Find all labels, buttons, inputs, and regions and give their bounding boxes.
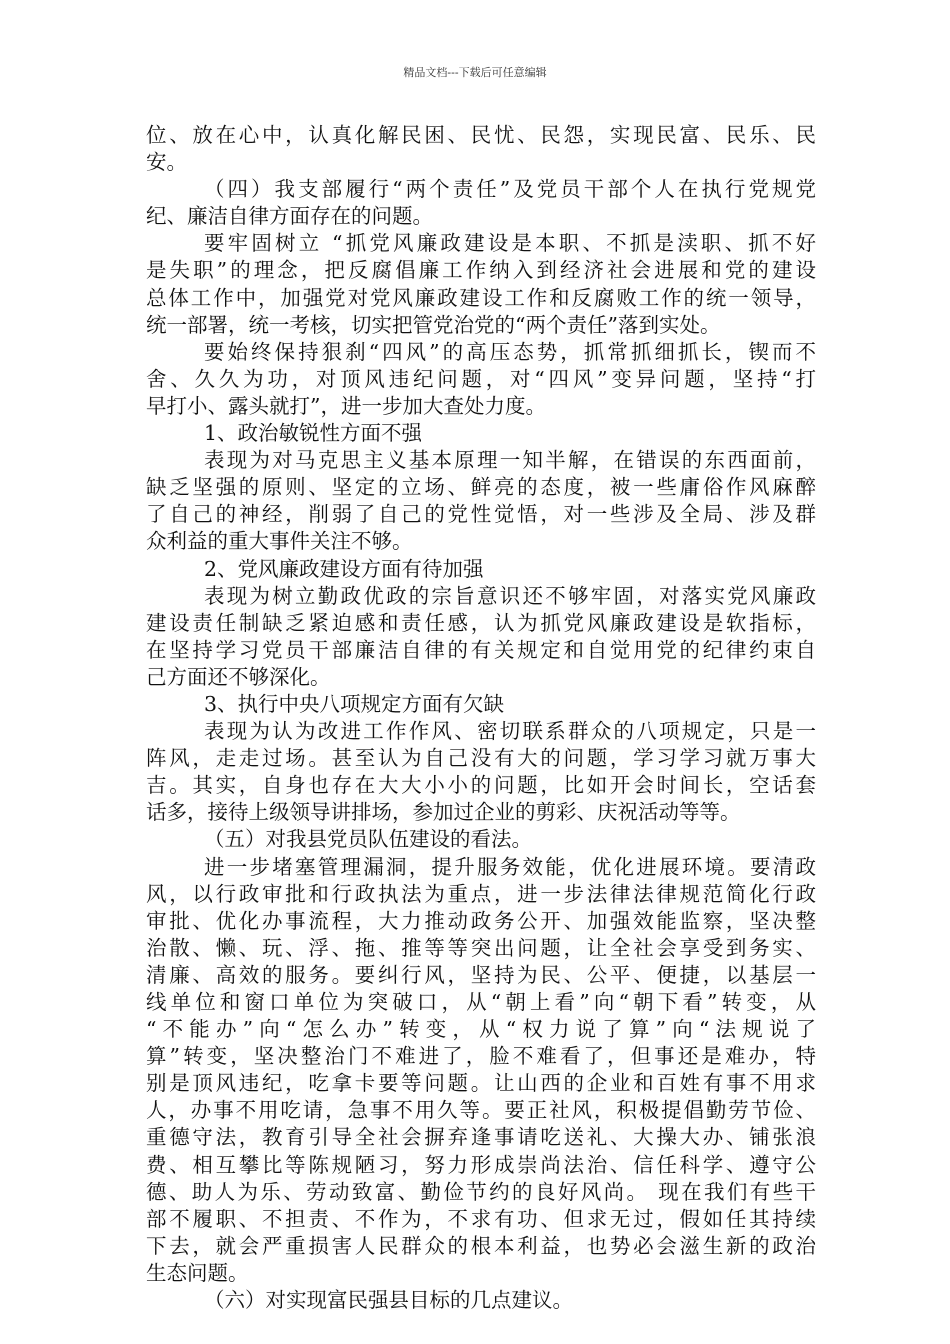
text-line: 表现为对马克思主义基本原理一知半解，在错误的东西面前，: [204, 448, 816, 473]
text-line: 建设责任制缺乏紧迫感和责任感，认为抓党风廉政建设是软指标，: [146, 610, 816, 635]
document-body: [146, 122, 816, 1314]
text-line: 缺乏坚强的原则、坚定的立场、鲜亮的态度，被一些庸俗作风麻醉: [146, 475, 816, 500]
text-line: 治散、懒、玩、浮、拖、推等等突出问题，让全社会享受到务实、: [146, 935, 816, 960]
text-line: 2、党风廉政建设方面有待加强: [204, 556, 484, 581]
text-line: 己方面还不够深化。: [146, 664, 331, 689]
text-line: 吉。其实，自身也存在大大小小的问题，比如开会时间长，空话套: [146, 773, 816, 798]
text-line: 算”转变，坚决整治门不难进了，脸不难看了，但事还是难办，特: [146, 1044, 816, 1069]
text-line: 清廉、高效的服务。要纠行风，坚持为民、公平、便捷，以基层一: [146, 962, 816, 987]
text-line: 了自己的神经，削弱了自己的党性觉悟，对一些涉及全局、涉及群: [146, 502, 816, 527]
text-line: 话多，接待上级领导讲排场，参加过企业的剪彩、庆祝活动等等。: [146, 800, 741, 825]
text-line: 在坚持学习党员干部廉洁自律的有关规定和自觉用党的纪律约束自: [146, 637, 816, 662]
text-line: 人，办事不用吃请，急事不用久等。要正社风，积极提倡勤劳节俭、: [146, 1098, 816, 1123]
text-line: 进一步堵塞管理漏洞，提升服务效能，优化进展环境。要清政: [204, 854, 816, 879]
text-line: 安。: [146, 150, 187, 175]
text-line: 部不履职、不担责、不作为，不求有功、但求无过，假如任其持续: [146, 1206, 816, 1231]
text-line: 审批、优化办事流程，大力推动政务公开、加强效能监察，坚决整: [146, 908, 816, 933]
text-line: 1、政治敏锐性方面不强: [204, 421, 423, 446]
text-line: 生态问题。: [146, 1260, 249, 1285]
text-line: （五）对我县党员队伍建设的看法。: [204, 827, 532, 852]
text-line: 费、相互攀比等陈规陋习，努力形成崇尚法治、信任科学、遵守公: [146, 1152, 816, 1177]
text-line: 总体工作中，加强党对党风廉政建设工作和反腐败工作的统一领导，: [146, 285, 816, 310]
text-line: 下去，就会严重损害人民群众的根本利益，也势必会滋生新的政治: [146, 1233, 816, 1258]
text-line: 统一部署，统一考核，切实把管党治党的“两个责任”落到实处。: [146, 312, 721, 337]
text-line: 线单位和窗口单位为突破口，从“朝上看”向“朝下看”转变，从: [146, 990, 816, 1014]
text-line: 舍、久久为功，对顶风违纪问题，对“四风”变异问题，坚持“打: [146, 366, 816, 391]
text-line: 别是顶风违纪，吃拿卡要等问题。让山西的企业和百姓有事不用求: [146, 1071, 816, 1096]
text-line: （六）对实现富民强县目标的几点建议。: [204, 1288, 573, 1313]
text-line: 风，以行政审批和行政执法为重点，进一步法律法律规范简化行政: [146, 881, 816, 906]
text-line: 要始终保持狠刹“四风”的高压态势，抓常抓细抓长，锲而不: [204, 339, 816, 364]
text-line: 位、放在心中，认真化解民困、民忧、民怨，实现民富、民乐、民: [146, 123, 816, 147]
text-line: “不能办”向“怎么办”转变，从“权力说了算”向“法规说了: [146, 1017, 816, 1042]
text-line: 阵风，走走过场。甚至认为自己没有大的问题，学习学习就万事大: [146, 746, 816, 771]
text-line: 表现为树立勤政优政的宗旨意识还不够牢固，对落实党风廉政: [204, 583, 816, 608]
text-line: 重德守法，教育引导全社会摒弃逢事请吃送礼、大操大办、铺张浪: [146, 1125, 816, 1150]
text-line: （四）我支部履行“两个责任”及党员干部个人在执行党规党: [204, 177, 816, 202]
page-header: 精品文档---下载后可任意编辑: [403, 66, 547, 79]
text-line: 要牢固树立 “抓党风廉政建设是本职、不抓是渎职、抓不好: [204, 231, 816, 256]
text-line: 早打小、露头就打”，进一步加大查处力度。: [146, 393, 546, 418]
text-line: 3、执行中央八项规定方面有欠缺: [204, 691, 505, 716]
text-line: 表现为认为改进工作作风、密切联系群众的八项规定，只是一: [204, 719, 816, 744]
text-line: 众利益的重大事件关注不够。: [146, 529, 413, 554]
text-line: 纪、廉洁自律方面存在的问题。: [146, 204, 433, 229]
text-line: 是失职”的理念，把反腐倡廉工作纳入到经济社会进展和党的建设: [146, 258, 816, 283]
text-line: 德、助人为乐、劳动致富、勤俭节约的良好风尚。 现在我们有些干: [146, 1179, 816, 1204]
